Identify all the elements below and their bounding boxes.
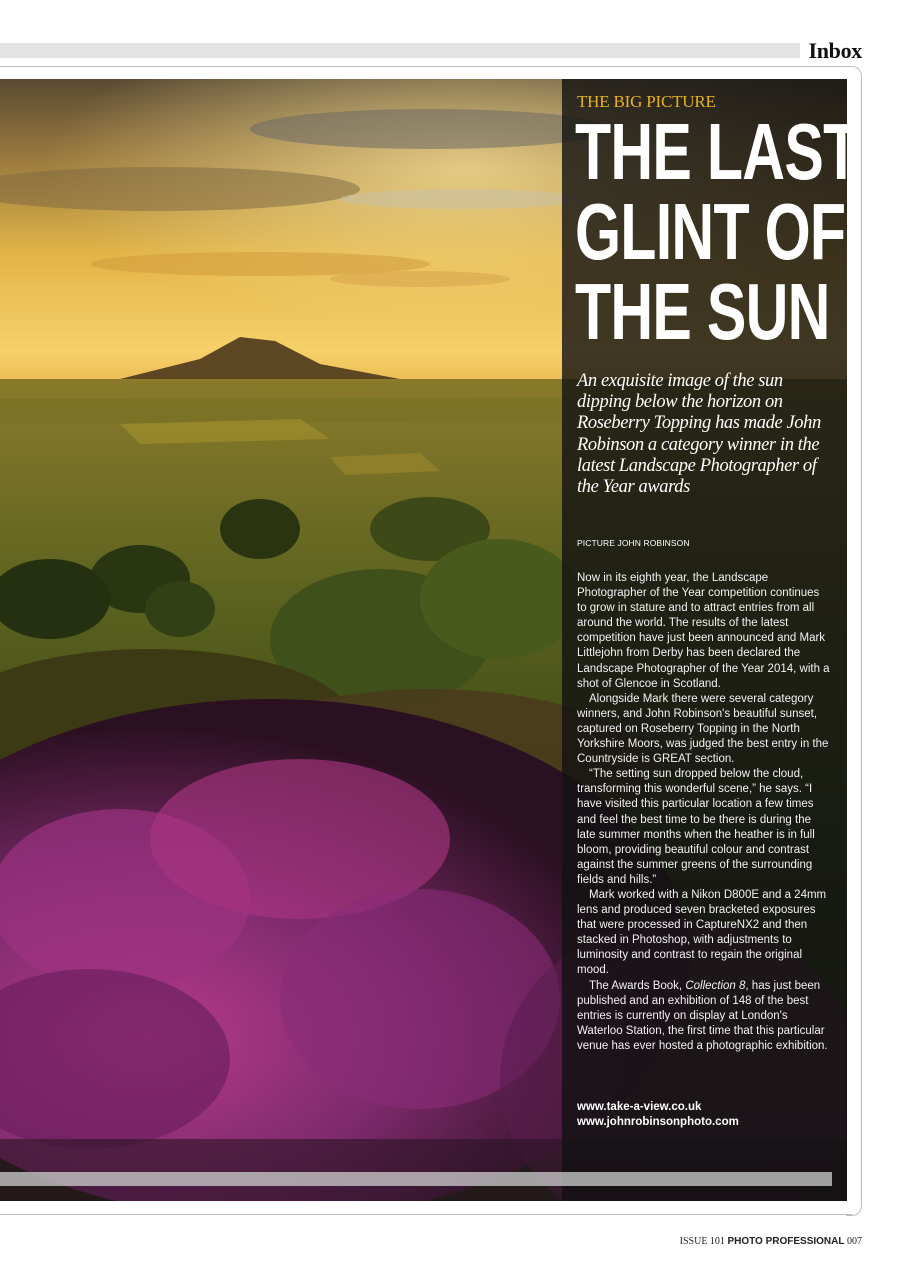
body-paragraph: Mark worked with a Nikon D800E and a 24mm lens and produced seven bracketed exposures that were processed in CaptureNX2 and then stacked in Photoshop, with adjustments to luminosity and contrast to regain the original mood. [577, 888, 827, 977]
standfirst: An exquisite image of the sun dipping below the horizon on Roseberry Topping has made John Robinson a category winner in the latest Landscape Photographer of the Year awards [577, 371, 821, 498]
headline-line: GLINT OF [575, 187, 846, 276]
body-copy [577, 571, 832, 1054]
photo-caption-bar [0, 1172, 832, 1186]
book-title: Collection 8 [685, 979, 746, 992]
frame-top-line [0, 66, 852, 67]
link-take-a-view[interactable]: www.take-a-view.co.uk [577, 1101, 702, 1113]
body-paragraph: Now in its eighth year, the Landscape Photographer of the Year competition continues to grow in stature and to attract entries from all around the world. The results of the latest competition have just been announced and Mark Littlejohn from Derby has been declared the Landscape Photographer of the Year 2014, with a shot of Glencoe in Scotland. [577, 572, 830, 690]
photo-credit: PICTURE JOHN ROBINSON [577, 538, 690, 548]
kicker: THE BIG PICTURE [577, 92, 716, 111]
magazine-title: PHOTO PROFESSIONAL [727, 1236, 845, 1247]
section-label: Inbox [808, 38, 862, 63]
web-links [577, 1100, 739, 1130]
paragraph-text: , has just been published and an exhibition of 148 of the best entries is currently on display at London's Waterloo Station, the first time that this particular venue has ever hosted a photographic exhibition. [577, 979, 828, 1052]
frame-right-edge [846, 66, 862, 1216]
page-footer [680, 1236, 862, 1247]
body-paragraph: “The setting sun dropped below the cloud, transforming this wonderful scene,” he says. “I have visited this particular location a few times and feel the best time to be there is during the late summer months when the heather is in full bloom, providing beautiful colour and contrast against the summer greens of the surrounding fields and hills.” [577, 768, 815, 886]
header-rule [0, 43, 800, 58]
headline-line: THE LAST [575, 107, 859, 196]
page-number: 007 [847, 1236, 862, 1247]
headline [575, 107, 859, 356]
frame-bottom-line [0, 1214, 852, 1215]
body-paragraph [577, 979, 832, 1054]
body-paragraph: Alongside Mark there were several category winners, and John Robinson's beautiful sunset, captured on Roseberry Topping in the North Yorkshire Moors, was judged the best entry in the Countryside is GREAT section. [577, 692, 829, 766]
headline-line: THE SUN [575, 267, 830, 356]
paragraph-text: The Awards Book, [589, 979, 686, 992]
issue-number: ISSUE 101 [679, 1236, 725, 1247]
link-john-robinson[interactable]: www.johnrobinsonphoto.com [577, 1116, 739, 1128]
